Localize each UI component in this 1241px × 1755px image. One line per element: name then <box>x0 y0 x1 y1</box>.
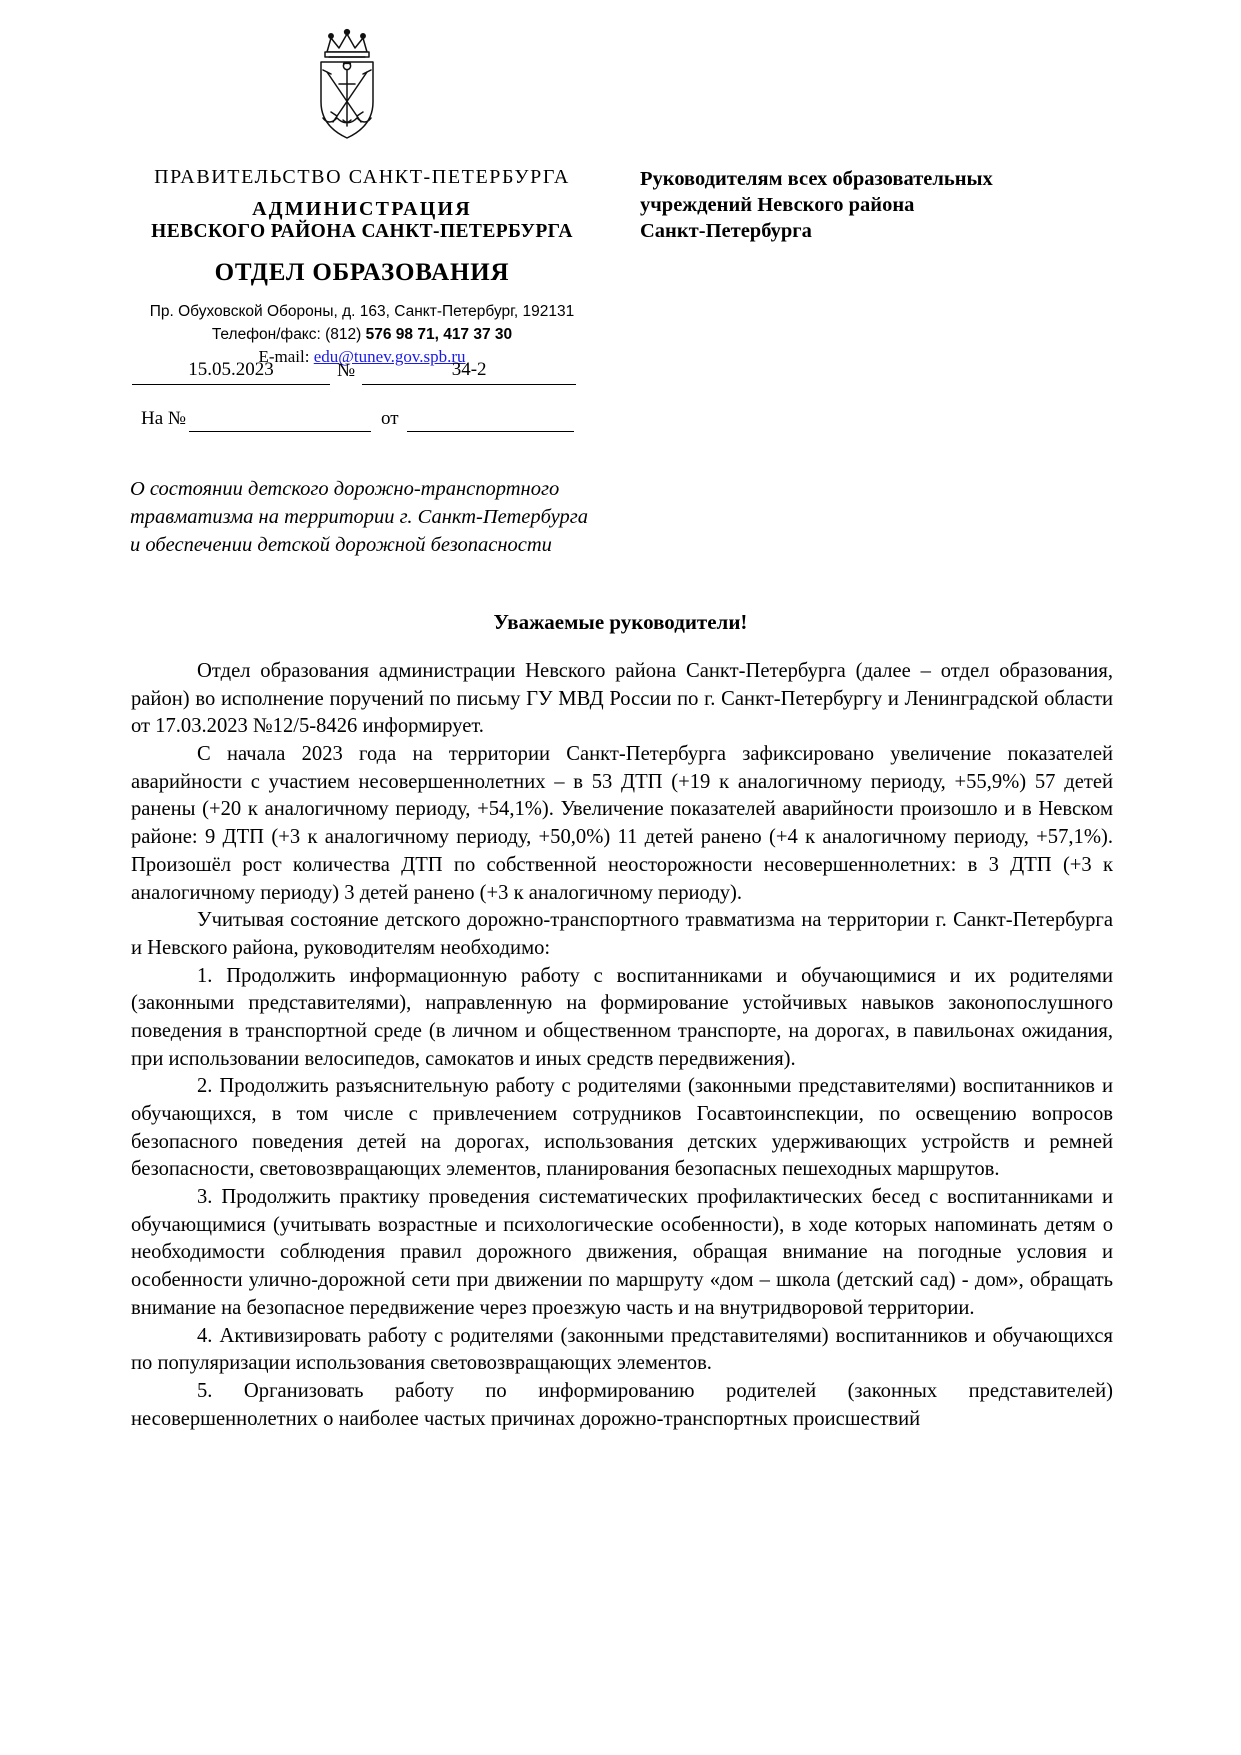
letterhead-phone <box>132 324 592 346</box>
addressee-line-1: Руководителям всех образовательных <box>640 168 993 190</box>
body-list-item-4: 4. Активизировать работу с родителями (законными представителями) воспитанников и обучающихся по популяризации использования световозвращающих элементов. <box>131 1324 1113 1375</box>
body-paragraph-2: С начала 2023 года на территории Санкт-Петербурга зафиксировано увеличение показателей аварийности с участием несовершеннолетних – в 53 ДТП (+19 к аналогичному периоду, +55,9%) 57 детей ранены (+20 к аналогичному периоду, +54,1%). Увеличение показателей аварийности произошло и в Невском районе: 9 ДТП (+3 к аналогичному периоду, +50,0%) 11 детей ранено (+4 к аналогичному периоду, +57,1%). Произошёл рост количества ДТП по собственной неосторожности несовершеннолетних: в 3 ДТП (+3 к аналогичному периоду) 3 детей ранено (+3 к аналогичному периоду). <box>131 743 1113 904</box>
body-list-item-1: 1. Продолжить информационную работу с воспитанниками и обучающимися и их родителями (законными представителями), направленную на формирование устойчивых навыков законопослушного поведения в транспортной среде (в личном и общественном транспорте, на дорогах, в павильонах ожидания, при использовании велосипедов, самокатов и иных средств передвижения). <box>131 964 1113 1070</box>
addressee-line-3: Санкт-Петербурга <box>640 220 812 243</box>
subject-block <box>130 476 730 560</box>
subject-line-1: О состоянии детского дорожно-транспортного <box>130 478 560 500</box>
body-paragraph-3: Учитывая состояние детского дорожно-транспортного травматизма на территории г. Санкт-Петербурга и Невского района, руководителям необходимо: <box>131 909 1113 959</box>
subject-line-2: травматизма на территории г. Санкт-Петербурга <box>130 505 588 528</box>
letterhead-phone-label: Телефон/факс: (812) <box>211 325 362 343</box>
body-list-item-5: 5. Организовать работу по информированию родителей (законных представителей) несовершеннолетних о наиболее частых причинах дорожно-транспортных происшествий <box>131 1379 1113 1430</box>
reference-na-field[interactable] <box>189 409 371 432</box>
reference-ot-label: от <box>381 408 399 429</box>
letterhead <box>132 166 592 367</box>
letterhead-government: ПРАВИТЕЛЬСТВО САНКТ-ПЕТЕРБУРГА <box>154 166 570 188</box>
letterhead-phone-numbers: 576 98 71, 417 37 30 <box>365 325 513 343</box>
body-list-item-3: 3. Продолжить практику проведения систематических профилактических бесед с воспитанниками и обучающимися (учитывать возрастные и психологические особенности), в ходе которых напоминать детям о необходимости соблюдения правил дорожного движения, обращая внимание на погодные условия и особенности улично-дорожной сети при движении по маршруту «дом – школа (детский сад) - дом», обращать внимание на безопасное передвижение через проезжую часть и на внутридворовой территории. <box>131 1186 1113 1319</box>
body-list-item-2: 2. Продолжить разъяснительную работу с родителями (законными представителями) воспитанников и обучающихся, в том числе с привлечением сотрудников Госавтоинспекции, по освещению вопросов безопасного поведения детей на дорогах, использования детских удерживающих устройств и ремней безопасности, световозвращающих элементов, планирования безопасных пешеходных маршрутов. <box>131 1075 1113 1181</box>
letter-body <box>131 658 1113 1433</box>
reference-line <box>141 408 611 432</box>
document-date[interactable]: 15.05.2023 <box>132 358 330 385</box>
document-number[interactable]: 34-2 <box>362 358 576 385</box>
document-number-label: № <box>337 360 356 381</box>
letterhead-address: Пр. Обуховской Обороны, д. 163, Санкт-Петербург, 192131 <box>149 303 575 321</box>
saint-petersburg-coat-of-arms-icon <box>287 22 407 142</box>
letterhead-contact <box>132 301 592 346</box>
subject-line-3: и обеспечении детской дорожной безопасности <box>130 533 552 556</box>
body-paragraph-1: Отдел образования администрации Невского района Санкт-Петербурга (далее – отдел образования, район) во исполнение поручений по письму ГУ МВД России по г. Санкт-Петербургу и Ленинградской области от 17.03.2023 №12/5-8426 информирует. <box>131 660 1113 738</box>
document-dateline <box>132 358 602 385</box>
letterhead-email-label: E-mail: <box>258 347 310 367</box>
addressee-block <box>640 166 1060 244</box>
addressee-line-2: учреждений Невского района <box>640 194 915 217</box>
reference-na-label: На № <box>141 408 187 429</box>
letterhead-administration-line2: НЕВСКОГО РАЙОНА САНКТ-ПЕТЕРБУРГА <box>151 221 573 242</box>
greeting: Уважаемые руководители! <box>493 610 748 634</box>
letterhead-department: ОТДЕЛ ОБРАЗОВАНИЯ <box>214 259 510 287</box>
reference-ot-field[interactable] <box>407 409 574 432</box>
letterhead-administration-line1: АДМИНИСТРАЦИЯ <box>252 198 472 220</box>
email-link[interactable]: edu@tunev.gov.spb.ru <box>313 347 466 367</box>
